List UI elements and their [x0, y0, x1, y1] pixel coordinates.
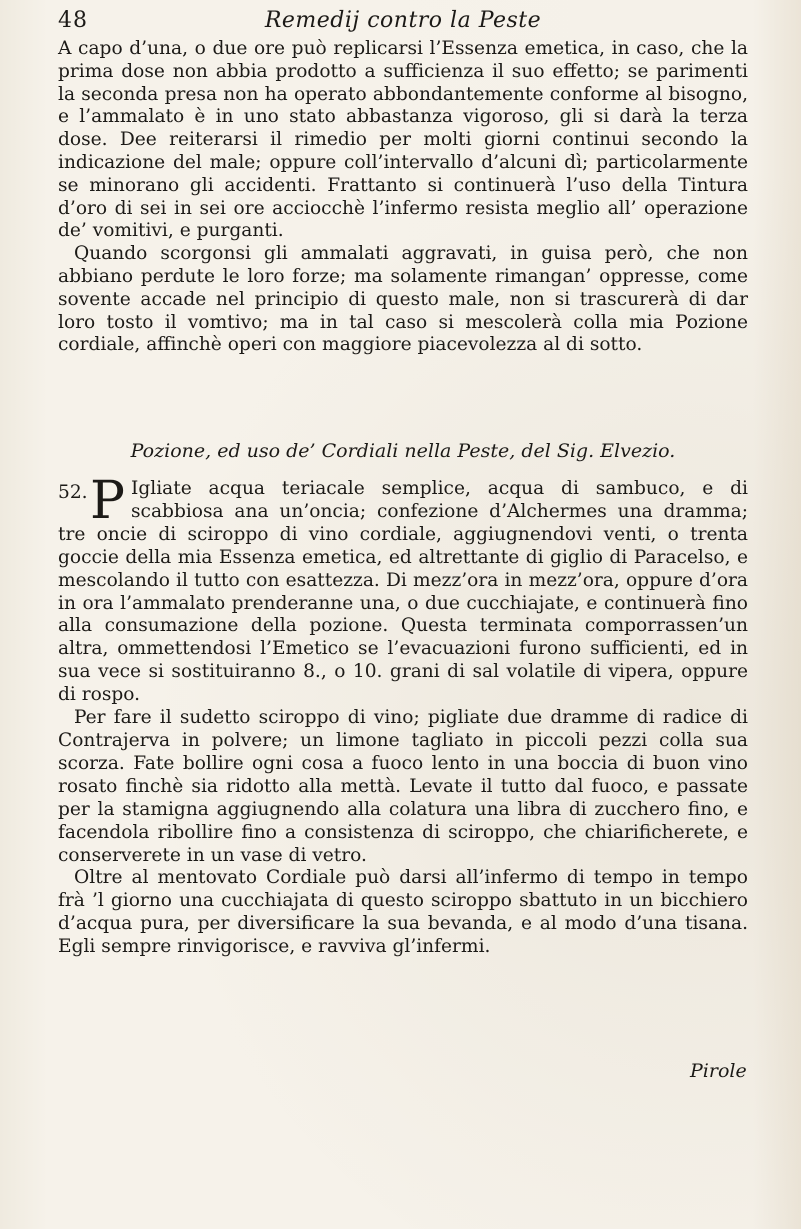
section-heading: Pozione, ed uso de’ Cordiali nella Peste, del Sig. Elvezio. — [130, 440, 676, 462]
recipe-first-paragraph — [58, 471, 748, 707]
intro-text — [58, 38, 748, 357]
drop-cap — [58, 471, 125, 531]
paragraph: Oltre al mentovato Cordiale può darsi all’infermo di tempo in tempo frà ’l giorno una cucchiajata di questo sciroppo sbattuto in un bicchiero d’acqua pura, per diversificare la sua bevanda, e al modo d’una tisana. Egli sempre rinvigorisce, e ravviva gl’infermi. — [58, 867, 748, 958]
paragraph-text: Igliate acqua teriacale semplice, acqua di sambuco, e di scabbiosa ana un’oncia; confezione d’Alchermes una dramma; tre oncie di sciroppo di vino cordiale, aggiugnendovi venti, o trenta goccie della mia Essenza emetica, ed altrettante di giglio di Paracelso, e mescolando il tutto con esattezza. Di mezz’ora in mezz’ora, oppure d’ora in ora l’ammalato prenderanne una, o due cucchiajate, e continuerà fino alla consumazione della pozione. Questa terminata comporrassen’un altra, ommettendosi l’Emetico se l’evacuazioni furono sufficienti, ed in sua vece si sostituiranno 8., o 10. grani di sal volatile di vipera, oppure di rospo. — [58, 478, 748, 706]
paragraph: Per fare il sudetto sciroppo di vino; pigliate due dramme di radice di Contrajerva in polvere; un limone tagliato in piccoli pezzi colla sua scorza. Fate bollire ogni cosa a fuoco lento in una boccia di buon vino rosato finchè sia ridotto alla mettà. Levate il tutto dal fuoco, e passate per la stamigna aggiugnendo alla colatura una libra di zucchero fino, e facendola ribollire fino a consistenza di sciroppo, che chiarificherete, e conserverete in un vase di vetro. — [58, 707, 748, 866]
catchword: Pirole — [690, 1060, 747, 1082]
page-number: 48 — [58, 8, 88, 33]
running-head: Remedij contro la Peste — [264, 8, 542, 33]
drop-cap-letter: P — [90, 471, 125, 531]
paragraph: Quando scorgonsi gli ammalati aggravati, in guisa però, che non abbiano perdute le loro forze; ma solamente rimangan’ oppresse, come sovente accade nel principio di questo male, non si trascurerà di dar loro tosto il vomtivo; ma in tal caso si mescolerà colla mia Pozione cordiale, affinchè operi con maggiore piacevolezza al di sotto. — [58, 243, 748, 356]
paragraph: A capo d’una, o due ore può replicarsi l’Essenza emetica, in caso, che la prima dose non abbia prodotto a sufficienza il suo effetto; se parimenti la seconda presa non ha operato abbondantemente conforme al bisogno, e l’ammalato è in uno stato abbastanza vigoroso, gli si darà la terza dose. Dee reiterarsi il rimedio per molti giorni continui secondo la indicazione del male; oppure coll’intervallo d’alcuni dì; particolarmente se minorano gli accidenti. Frattanto si continuerà l’uso della Tintura d’oro di sei in sei ore acciocchè l’infermo resista meglio all’ operazione de’ vomitivi, e purganti. — [58, 38, 748, 242]
paragraph-number: 52. — [58, 482, 88, 503]
recipe-section — [58, 471, 748, 959]
page-header — [58, 8, 748, 38]
